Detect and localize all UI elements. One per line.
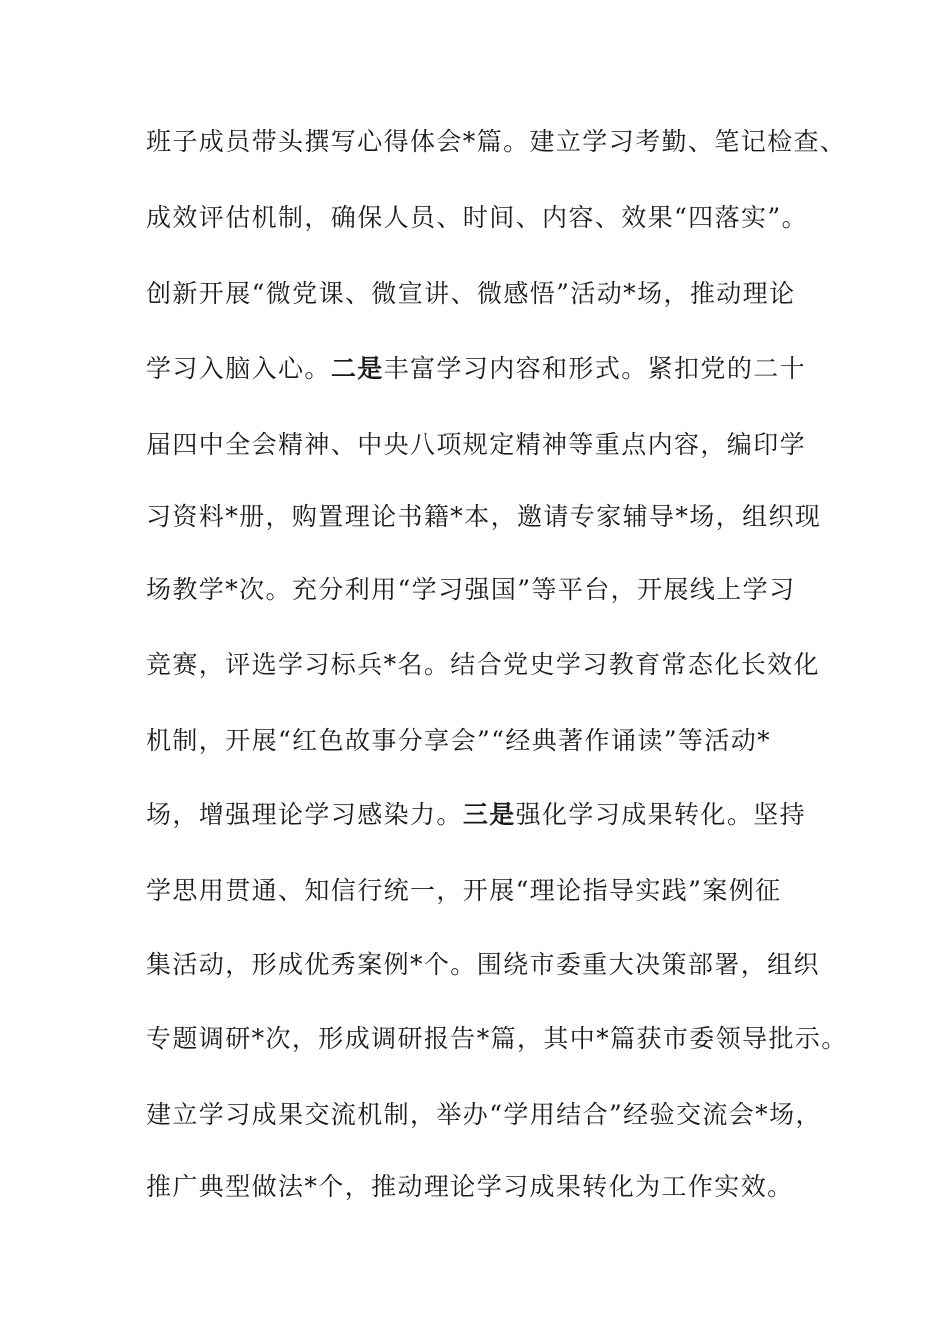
bold-lead-label: 二是: [330, 354, 384, 383]
paragraph-line: 场教学*次。充分利用“学习强国”等平台，开展线上学习: [146, 575, 796, 604]
paragraph-line: 集活动，形成优秀案例*个。围绕市委重大决策部署，组织: [146, 950, 820, 979]
bold-lead-label: 三是: [462, 800, 516, 829]
paragraph-line: 习资料*册，购置理论书籍*本，邀请专家辅导*场，组织现: [146, 502, 822, 531]
line-text: 强化学习成果转化。坚持: [515, 800, 807, 829]
paragraph-line: [146, 354, 806, 384]
paragraph-line: 专题调研*次，形成调研报告*篇，其中*篇获市委领导批示。: [146, 1024, 848, 1053]
paragraph-line: 届四中全会精神、中央八项规定精神等重点内容，编印学: [146, 430, 807, 459]
paragraph-line: 竞赛，评选学习标兵*名。结合党史学习教育常态化长效化: [146, 650, 820, 679]
paragraph-line: 推广典型做法*个，推动理论学习成果转化为工作实效。: [146, 1172, 794, 1201]
line-text: 学习入脑入心。: [146, 354, 331, 383]
paragraph-line: [146, 800, 806, 830]
paragraph-line: 班子成员带头撰写心得体会*篇。建立学习考勤、笔记检查、: [146, 127, 847, 156]
paragraph-line: 建立学习成果交流机制，举办“学用结合”经验交流会*场，: [146, 1100, 822, 1129]
paragraph-line: 学思用贯通、知信行统一，开展“理论指导实践”案例征: [146, 876, 782, 905]
line-text: 丰富学习内容和形式。紧扣党的二十: [383, 354, 807, 383]
line-text: 场，增强理论学习感染力。: [146, 800, 463, 829]
paragraph-line: 机制，开展“红色故事分享会”“经典著作诵读”等活动*: [146, 726, 772, 755]
paragraph-line: 创新开展“微党课、微宣讲、微感悟”活动*场，推动理论: [146, 279, 796, 308]
paragraph-line: 成效评估机制，确保人员、时间、内容、效果“四落实”。: [146, 203, 808, 232]
